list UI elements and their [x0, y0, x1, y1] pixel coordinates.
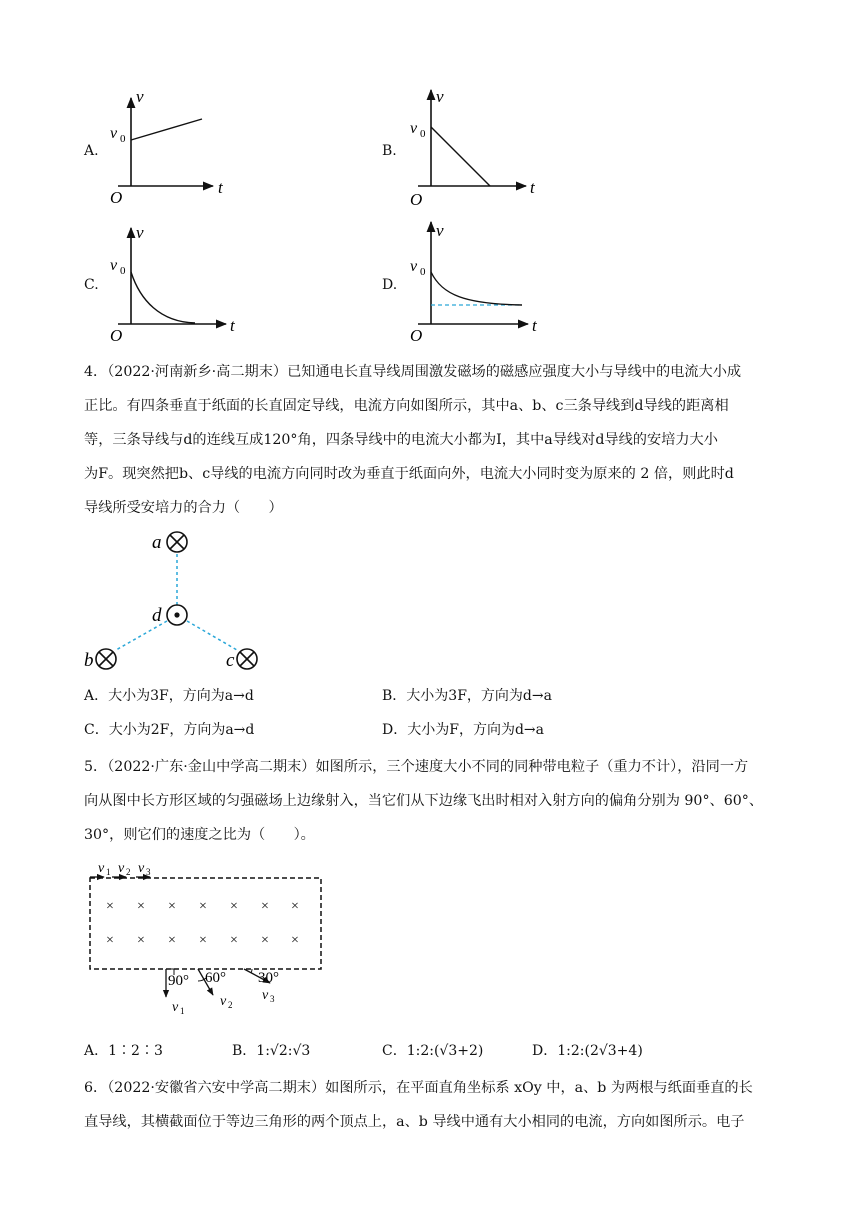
- svg-text:×: ×: [261, 899, 269, 914]
- svg-text:v: v: [410, 258, 418, 275]
- q4-line-3: 等，三条导线与d的连线互成120°角，四条导线中的电流大小都为I，其中a导线对d导线的安培力大小: [84, 432, 718, 448]
- q6-line-1: 6．（2022·安徽省六安中学高二期末）如图所示，在平面直角坐标系 xOy 中，a、b 为两根与纸面垂直的长: [84, 1080, 753, 1096]
- field-crosses: [106, 899, 299, 948]
- q3-c-curve: [131, 272, 195, 323]
- q3-a-line: [131, 119, 202, 140]
- q3-a-axis-v: v: [136, 87, 144, 106]
- svg-text:0: 0: [120, 133, 126, 145]
- wire-a-into-page: [167, 532, 187, 552]
- q3-option-a-label: A.: [84, 143, 99, 159]
- svg-text:t: t: [532, 316, 537, 335]
- svg-text:3: 3: [146, 867, 151, 877]
- svg-text:v: v: [136, 223, 144, 242]
- svg-text:×: ×: [291, 899, 299, 914]
- q4-line-1: 4．（2022·河南新乡·高二期末）已知通电长直导线周围激发磁场的磁感应强度大小与导线中的电流大小成: [84, 364, 742, 380]
- svg-text:×: ×: [106, 899, 114, 914]
- svg-text:v: v: [410, 120, 418, 137]
- q5-option-c: C．1:2:(√3+2): [382, 1043, 484, 1059]
- svg-text:0: 0: [420, 128, 426, 140]
- svg-text:t: t: [230, 316, 235, 335]
- q5-option-d: D．1:2:(2√3+4): [532, 1043, 643, 1059]
- wire-d-out-of-page: [167, 605, 187, 625]
- svg-text:1: 1: [106, 867, 111, 877]
- svg-text:30°: 30°: [258, 970, 279, 986]
- svg-text:1: 1: [180, 1006, 185, 1016]
- q3-option-c-label: C.: [84, 277, 99, 293]
- svg-text:×: ×: [199, 933, 207, 948]
- q6-line-2: 直导线，其横截面位于等边三角形的两个顶点上，a、b 导线中通有大小相同的电流，方向如图所示。电子: [84, 1114, 745, 1130]
- q3-b-line: [431, 127, 490, 186]
- label-b: b: [84, 650, 94, 671]
- q3-a-v0: v: [110, 125, 118, 142]
- q3-option-d-label: D.: [382, 277, 398, 293]
- q4-figure: [70, 520, 290, 680]
- svg-text:×: ×: [261, 933, 269, 948]
- svg-text:0: 0: [120, 265, 126, 277]
- svg-text:60°: 60°: [205, 970, 226, 986]
- svg-text:O: O: [110, 326, 123, 345]
- q5-line-1: 5．（2022·广东·金山中学高二期末）如图所示，三个速度大小不同的同种带电粒子（重力不计），沿同一方: [84, 759, 749, 775]
- q3-a-origin: O: [110, 188, 123, 207]
- q3-graph-a: [110, 87, 224, 207]
- wire-c-into-page: [237, 649, 257, 669]
- svg-text:v: v: [220, 994, 227, 1009]
- svg-text:×: ×: [230, 933, 238, 948]
- q4-option-c: C．大小为2F，方向为a→d: [84, 722, 255, 738]
- svg-text:v: v: [118, 861, 125, 876]
- q4-line-5: 导线所受安培力的合力（ ）: [84, 500, 283, 516]
- q5-line-2: 向从图中长方形区域的匀强磁场上边缘射入，当它们从下边缘飞出时相对入射方向的偏角分别为 90°、60°、: [84, 793, 764, 809]
- q5-stem: [84, 750, 776, 852]
- svg-text:v: v: [262, 988, 269, 1003]
- svg-text:0: 0: [420, 266, 426, 278]
- q3-d-curve: [431, 272, 522, 305]
- svg-text:×: ×: [137, 933, 145, 948]
- svg-text:v: v: [436, 221, 444, 240]
- svg-text:v: v: [110, 257, 118, 274]
- label-a: a: [152, 532, 162, 553]
- q4-option-b: B．大小为3F，方向为d→a: [382, 688, 552, 704]
- q5-option-a: A．1∶2∶3: [84, 1043, 163, 1059]
- svg-text:×: ×: [106, 933, 114, 948]
- svg-text:2: 2: [126, 867, 131, 877]
- svg-text:3: 3: [270, 994, 275, 1004]
- svg-text:×: ×: [199, 899, 207, 914]
- q3-graph-b: [410, 87, 536, 209]
- svg-text:O: O: [410, 326, 423, 345]
- q5-option-b: B．1:√2:√3: [232, 1043, 311, 1059]
- svg-text:v: v: [436, 87, 444, 106]
- q4-line-2: 正比。有四条垂直于纸面的长直固定导线，电流方向如图所示，其中a、b、c三条导线到d导线的距离相: [84, 398, 729, 414]
- q3-graphs: [0, 0, 860, 350]
- q3-graph-d: [410, 221, 538, 345]
- svg-text:v: v: [98, 861, 105, 876]
- label-c: c: [226, 650, 235, 671]
- q4-line-4: 为F。现突然把b、c导线的电流方向同时改为垂直于纸面向外，电流大小同时变为原来的 2 倍，则此时d: [84, 466, 734, 482]
- svg-text:×: ×: [168, 933, 176, 948]
- q3-a-axis-t: t: [218, 178, 223, 197]
- q4-option-d: D．大小为F，方向为d→a: [382, 722, 544, 738]
- svg-text:90°: 90°: [168, 973, 189, 989]
- wire-b-into-page: [96, 649, 116, 669]
- q4-option-a: A．大小为3F，方向为a→d: [84, 688, 254, 704]
- magnetic-field-region: [90, 878, 321, 969]
- q5-figure: [80, 855, 340, 1025]
- label-d: d: [152, 605, 162, 626]
- svg-text:×: ×: [137, 899, 145, 914]
- svg-text:v: v: [138, 861, 145, 876]
- svg-text:t: t: [530, 178, 535, 197]
- svg-text:×: ×: [291, 933, 299, 948]
- svg-text:2: 2: [228, 1000, 233, 1010]
- svg-text:×: ×: [230, 899, 238, 914]
- svg-text:×: ×: [168, 899, 176, 914]
- q3-option-b-label: B.: [382, 143, 397, 159]
- q6-stem: [84, 1071, 776, 1139]
- q3-graph-c: [110, 223, 236, 345]
- svg-text:v: v: [172, 1000, 179, 1015]
- svg-text:O: O: [410, 190, 423, 209]
- q5-line-3: 30°，则它们的速度之比为（ ）。: [84, 827, 315, 843]
- q4-stem: [84, 355, 776, 525]
